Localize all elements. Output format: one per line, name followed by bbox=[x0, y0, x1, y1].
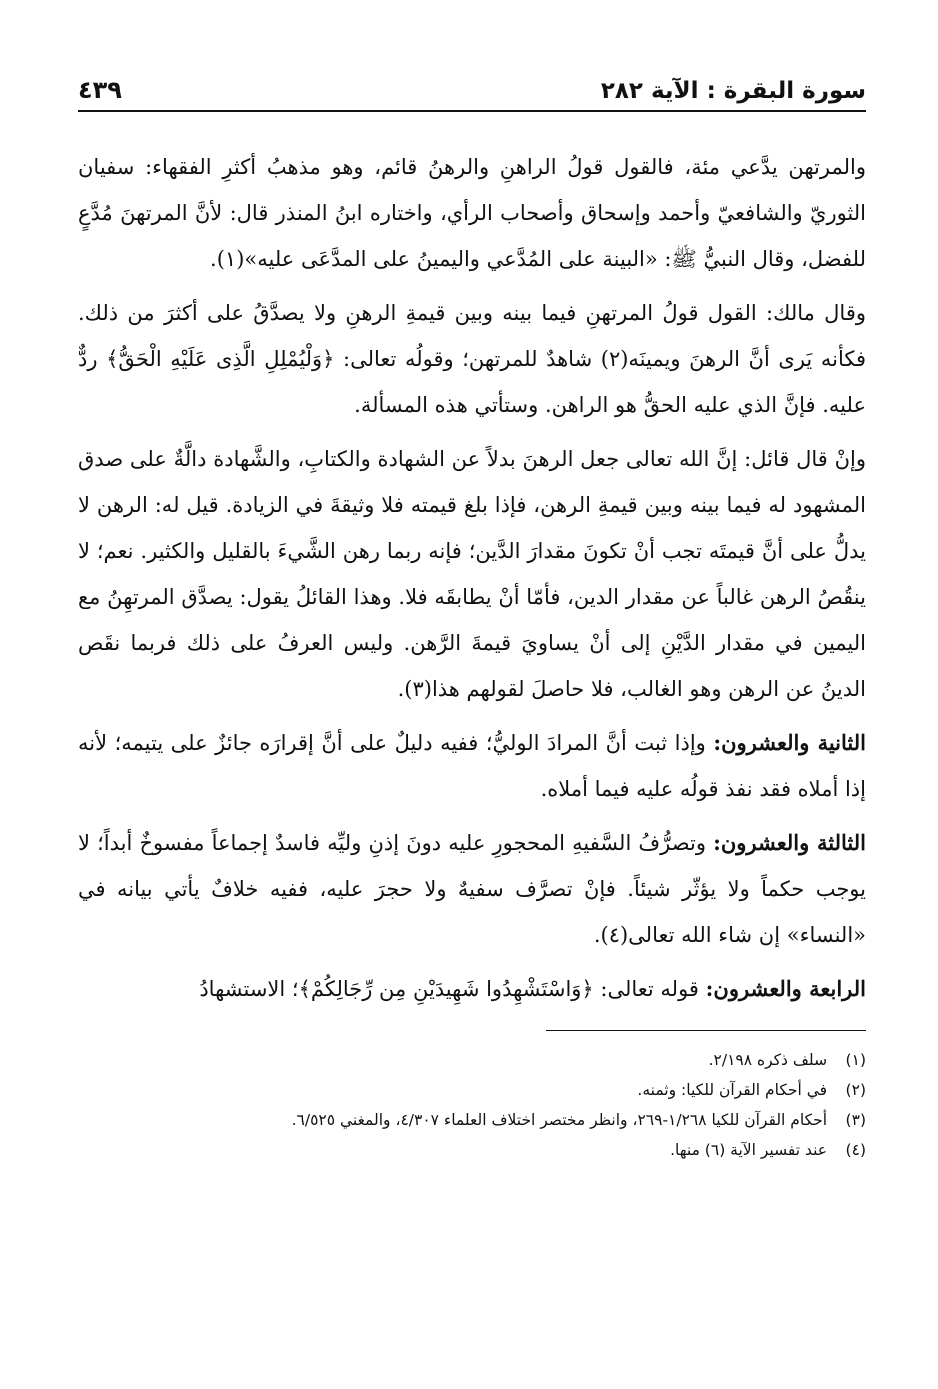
paragraph-text: والمرتهن يدَّعي مئة، فالقول قولُ الراهنِ والرهنُ قائم، وهو مذهبُ أكثرِ الفقهاء: سفيان الثوريّ والشافعيّ وأحمد وإسحاق وأصحاب الرأي، واختاره ابنُ المنذر قال: لأنَّ المرتهنَ مُدَّعٍ للفضل، وقال النبيُّ ﷺ: «البينة على المُدَّعي واليمينُ على المدَّعَى عليه»(١). bbox=[78, 155, 866, 271]
footnote bbox=[78, 1075, 866, 1105]
paragraph-text: وإذا ثبت أنَّ المرادَ الوليُّ؛ ففيه دليلٌ على أنَّ إقرارَه جائزٌ على يتيمه؛ لأنه إذا أملاه فقد نفذ قولُه عليه فيما أملاه. bbox=[78, 731, 866, 801]
running-header bbox=[78, 78, 866, 112]
footnotes-divider bbox=[546, 1030, 866, 1031]
main-text bbox=[78, 144, 866, 1012]
book-page bbox=[78, 78, 866, 1165]
footnote-text: عند تفسير الآية (٦) منها. bbox=[670, 1141, 828, 1159]
footnote-text: أحكام القرآن للكيا ١/٢٦٨-٢٦٩، وانظر مختصر اختلاف العلماء ٤/٣٠٧، والمغني ٦/٥٢٥. bbox=[291, 1111, 828, 1129]
surah-verse-title: سورة البقرة : الآية ٢٨٢ bbox=[600, 78, 866, 104]
footnote-number: (١) bbox=[845, 1051, 866, 1069]
paragraph-text: وإنْ قال قائل: إنَّ الله تعالى جعل الرهنَ بدلاً عن الشهادة والكتابِ، والشَّهادة دالَّةٌ على صدق المشهود له فيما بينه وبين قيمةِ الرهن، فإذا بلغ قيمته فلا وثيقةَ في الزيادة. قيل له: الرهن لا يدلُّ على أنَّ قيمتَه تجب أنْ تكونَ مقدارَ الدَّين؛ فإنه ربما رهن الشَّيءَ بالقليل والكثير. نعم؛ لا ينقُصُ الرهن غالباً عن مقدار الدين، فأمّا أنْ يطابقَه فلا. وهذا القائلُ يقول: يصدَّق المرتهِنُ مع اليمين في مقدار الدَّيْنِ إلى أنْ يساويَ قيمةَ الرَّهن. وليس العرفُ على ذلك فربما نقَص الدينُ عن الرهن وهو الغالب، فلا حاصلَ لقولهم هذا(٣). bbox=[78, 447, 866, 701]
paragraph-heading: الرابعة والعشرون: bbox=[705, 976, 866, 1001]
footnote-number: (٢) bbox=[845, 1081, 866, 1099]
paragraph-heading: الثانية والعشرون: bbox=[713, 730, 866, 755]
paragraph bbox=[78, 720, 866, 812]
paragraph bbox=[78, 820, 866, 958]
footnote-text: في أحكام القرآن للكيا: وثمنه. bbox=[637, 1081, 828, 1099]
footnote-number: (٣) bbox=[845, 1111, 866, 1129]
paragraph-text: وقال مالك: القول قولُ المرتهنِ فيما بينه وبين قيمةِ الرهنِ ولا يصدَّقُ على أكثرَ من ذلك. فكأنه يَرى أنَّ الرهنَ ويمينَه(٢) شاهدٌ للمرتهن؛ وقولُه تعالى: ﴿وَلْيُمْلِلِ الَّذِى عَلَيْهِ الْحَقُّ﴾ ردٌّ عليه. فإنَّ الذي عليه الحقُّ هو الراهن. وستأتي هذه المسألة. bbox=[78, 301, 866, 417]
footnote bbox=[78, 1105, 866, 1135]
paragraph bbox=[78, 290, 866, 428]
paragraph-heading: الثالثة والعشرون: bbox=[713, 830, 866, 855]
footnote bbox=[78, 1135, 866, 1165]
footnotes bbox=[78, 1045, 866, 1165]
paragraph bbox=[78, 436, 866, 712]
footnote-number: (٤) bbox=[845, 1141, 866, 1159]
paragraph-text: وتصرُّفُ السَّفيهِ المحجورِ عليه دونَ إذنِ وليِّه فاسدٌ إجماعاً مفسوخٌ أبداً؛ لا يوجب حكماً ولا يؤثّر شيئاً. فإنْ تصرَّف سفيهٌ ولا حجرَ عليه، ففيه خلافٌ يأتي بيانه في «النساء» إن شاء الله تعالى(٤). bbox=[78, 831, 866, 947]
footnote bbox=[78, 1045, 866, 1075]
paragraph bbox=[78, 144, 866, 282]
paragraph bbox=[78, 966, 866, 1012]
paragraph-text: قوله تعالى: ﴿وَاسْتَشْهِدُوا شَهِيدَيْنِ مِن رِّجَالِكُمْ﴾؛ الاستشهادُ bbox=[199, 977, 699, 1001]
page-number: ٤٣٩ bbox=[78, 76, 122, 104]
footnote-text: سلف ذكره ٢/١٩٨. bbox=[708, 1051, 828, 1069]
